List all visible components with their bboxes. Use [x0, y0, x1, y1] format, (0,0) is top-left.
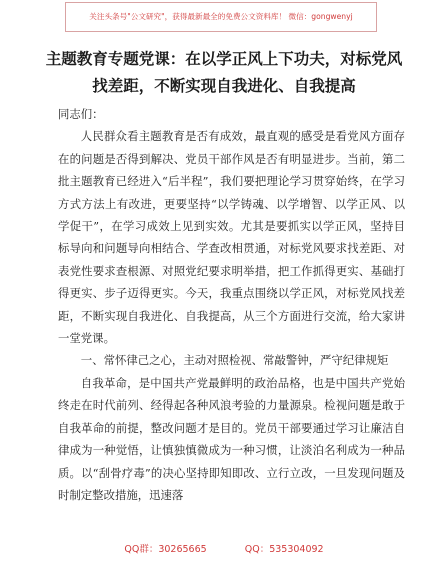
section-paragraph: 自我革命，是中国共产党最鲜明的政治品格，也是中国共产党始终走在时代前列、经得起各种风浪考验的力量源泉。检视问题是敢于自我革命的前提，整改问题才是目的。党员干部要通过学习让廉洁自律成为一种觉悟，让慎独慎微成为一种习惯，让淡泊名利成为一种品质。以“刮骨疗毒”的决心坚持即知即改、立行立改，一旦发现问题及时制定整改措施，迅速落 [58, 375, 405, 502]
salutation: 同志们： [58, 107, 104, 121]
document-title: 主题教育专题党课：在以学正风上下功夫，对标党风找差距，不断实现自我进化、自我提高 [45, 50, 403, 95]
footer-contact [0, 541, 448, 555]
intro-paragraph: 人民群众看主题教育是否有成效，最直观的感受是看党风方面存在的问题是否得到解决、党员干部作风是否有明显进步。当前，第二批主题教育已经进入“后半程”，我们要把理论学习贯穿始终，在学习方式方法上有改进，更要坚持“以学铸魂、以学增智、以学正风、以学促干”，在学习成效上见到实效。尤其是要抓实以学正风，坚持目标导向和问题导向相结合、学查改相贯通，对标党风要求找差距、对表党性要求查根源、对照党纪要求明举措，把工作抓得更实、基础打得更实、步子迈得更实。今天，我重点围绕以学正风，对标党风找差距，不断实现自我进化、自我提高，从三个方面进行交流，给大家讲一堂党课。 [58, 129, 405, 346]
qq-group-text: QQ群：30265665 [124, 544, 207, 555]
document-body [58, 103, 405, 506]
section-heading: 一、常怀律己之心，主动对照检视、常敲警钟，严守纪律规矩 [80, 353, 389, 368]
promo-banner: 关注头条号"公文研究"，获得最新最全的免费公文资料库！ 微信：gongwenyj [65, 2, 377, 32]
qq-number-text: QQ：535304092 [244, 544, 324, 555]
